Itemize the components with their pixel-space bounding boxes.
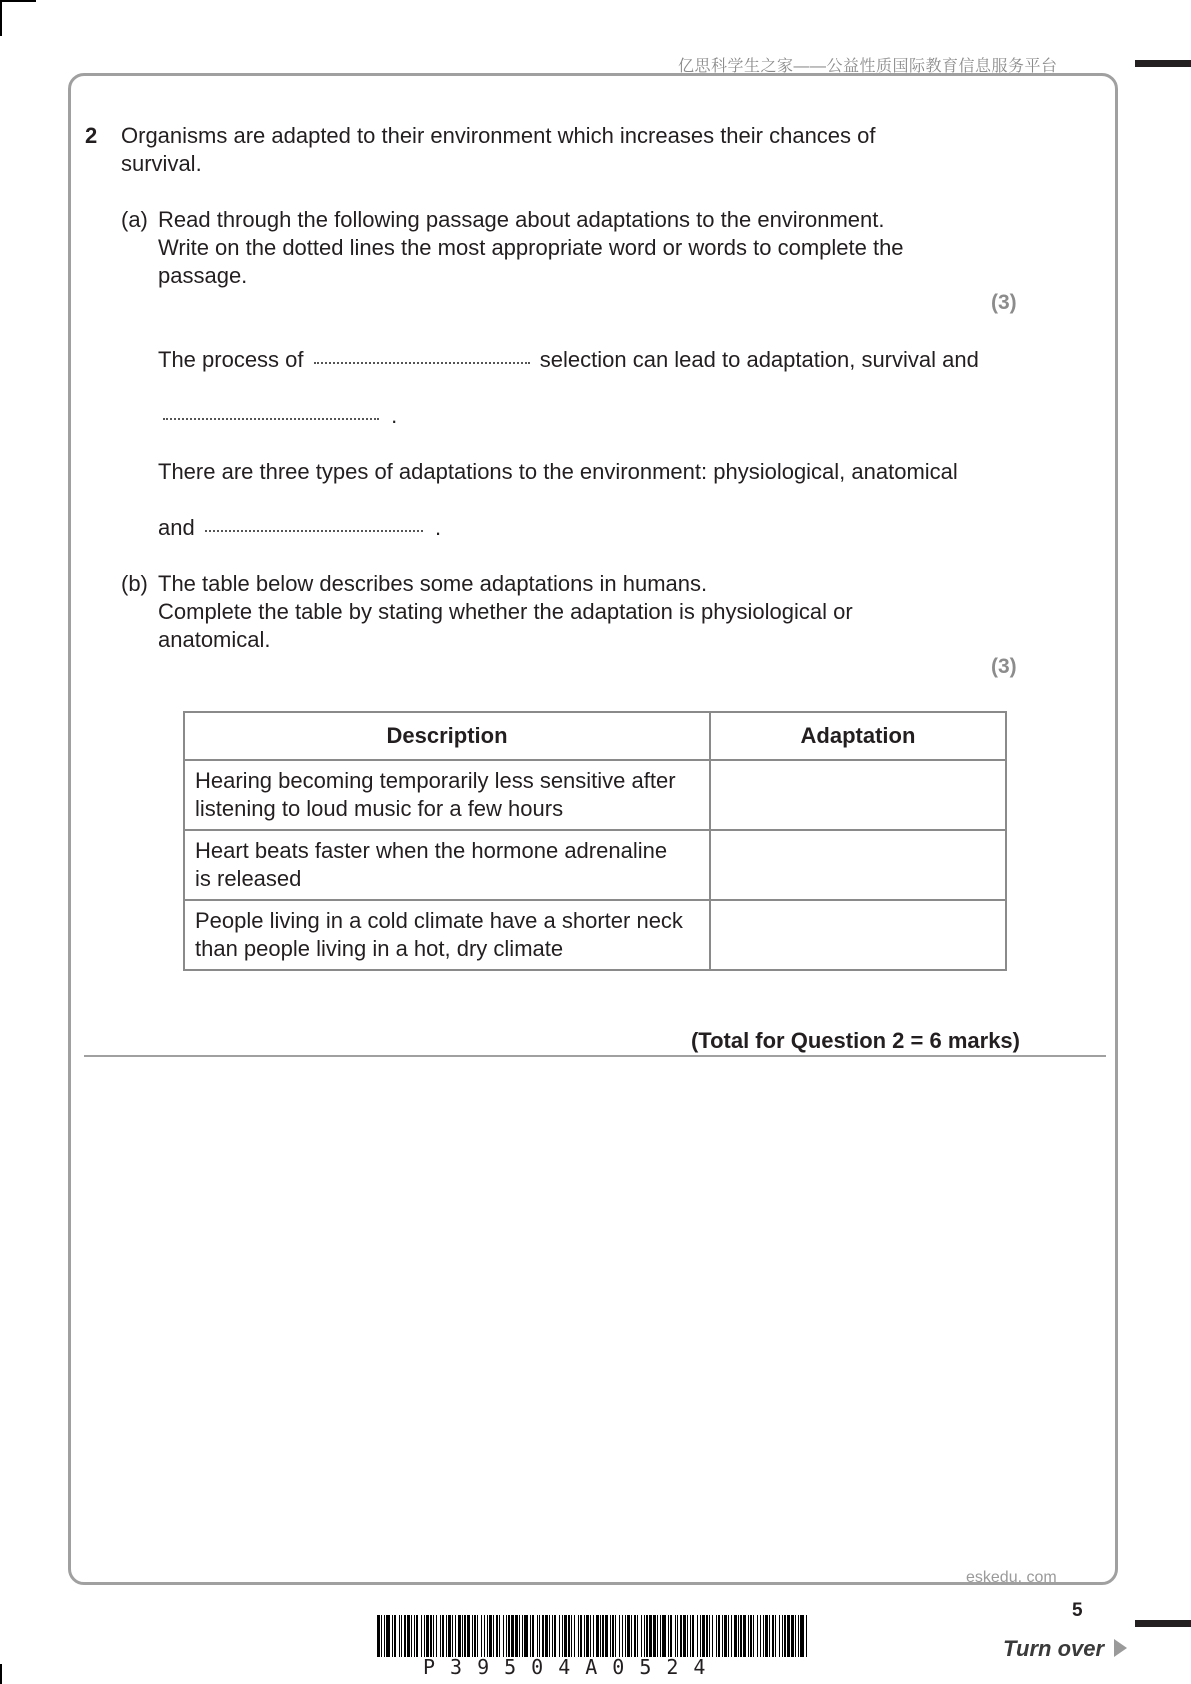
adaptation-answer-cell[interactable] <box>710 900 1006 970</box>
description-line1: People living in a cold climate have a shorter neck <box>195 908 683 933</box>
header-description: Description <box>184 712 710 760</box>
part-b-marks: (3) <box>991 655 1017 678</box>
question-stem-line1: Organisms are adapted to their environment which increases their chances of <box>121 123 876 148</box>
passage1-start: The process of <box>158 347 304 372</box>
answer-blank-3[interactable] <box>205 529 423 532</box>
passage4-end: . <box>434 515 442 540</box>
description-cell <box>184 830 710 900</box>
part-b-line3: anatomical. <box>158 627 271 652</box>
part-a-line1: Read through the following passage about adaptations to the environment. <box>158 207 885 232</box>
table-header-row <box>184 712 1006 760</box>
description-line2: listening to loud music for a few hours <box>195 796 564 821</box>
description-line1: Hearing becoming temporarily less sensitive after <box>195 768 676 793</box>
section-divider <box>84 1055 1106 1057</box>
footer-watermark: eskedu. com <box>966 1569 1057 1586</box>
page-number: 5 <box>1072 1600 1083 1621</box>
passage4-start: and <box>158 515 195 540</box>
part-a-line2: Write on the dotted lines the most appropriate word or words to complete the <box>158 235 904 260</box>
description-cell <box>184 760 710 830</box>
barcode-text: P39504A0524 <box>423 1655 721 1679</box>
question-stem-line2: survival. <box>121 151 202 176</box>
question-number: 2 <box>85 123 98 148</box>
passage-line4 <box>158 514 441 542</box>
header-adaptation: Adaptation <box>710 712 1006 760</box>
part-a-label: (a) <box>121 207 148 232</box>
answer-blank-1[interactable] <box>314 361 530 364</box>
table-row <box>184 900 1006 970</box>
adaptations-table <box>183 711 1007 971</box>
description-line2: than people living in a hot, dry climate <box>195 936 564 961</box>
description-line1: Heart beats faster when the hormone adrenaline <box>195 838 668 863</box>
crop-mark <box>0 1664 2 1684</box>
crop-mark <box>0 0 2 36</box>
passage-line2 <box>163 402 397 430</box>
turn-over <box>1003 1636 1127 1662</box>
passage-line3: There are three types of adaptations to the environment: physiological, anatomical <box>158 459 958 484</box>
description-line2: is released <box>195 866 302 891</box>
question-total: (Total for Question 2 = 6 marks) <box>690 1028 1020 1053</box>
part-a-line3: passage. <box>158 263 248 288</box>
part-b-label: (b) <box>121 571 148 596</box>
passage1-end: selection can lead to adaptation, survival and <box>539 347 979 372</box>
adaptation-answer-cell[interactable] <box>710 760 1006 830</box>
part-b-line2: Complete the table by stating whether the adaptation is physiological or <box>158 599 853 624</box>
passage2-end: . <box>391 403 398 428</box>
description-cell <box>184 900 710 970</box>
turn-over-label: Turn over <box>1003 1636 1105 1661</box>
margin-bar-bottom <box>1135 1620 1191 1627</box>
barcode <box>377 1615 811 1657</box>
answer-blank-2[interactable] <box>163 417 379 420</box>
table-row <box>184 830 1006 900</box>
passage-line1 <box>158 346 979 374</box>
play-arrow-icon <box>1114 1639 1127 1657</box>
part-a-marks: (3) <box>991 291 1017 314</box>
part-b-line1: The table below describes some adaptations in humans. <box>158 571 708 596</box>
adaptation-answer-cell[interactable] <box>710 830 1006 900</box>
crop-mark <box>0 0 36 2</box>
table-row <box>184 760 1006 830</box>
header-watermark: 亿思科学生之家——公益性质国际教育信息服务平台 <box>678 58 1058 75</box>
margin-bar-top <box>1135 60 1191 67</box>
